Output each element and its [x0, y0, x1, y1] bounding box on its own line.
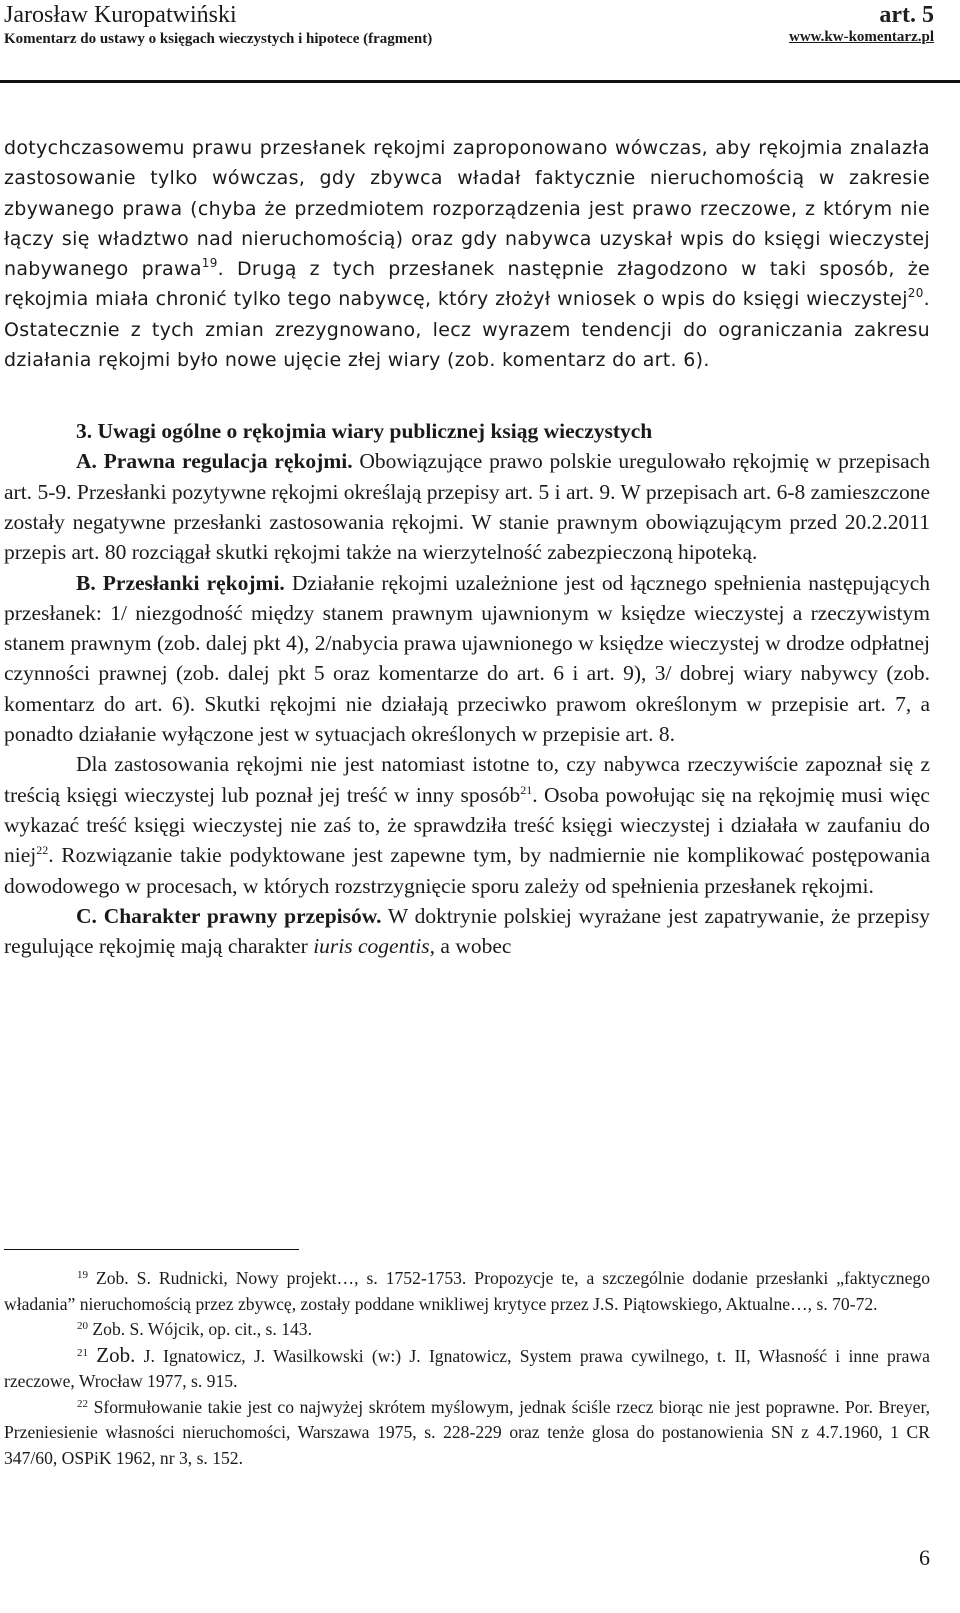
article-number: art. 5 [879, 2, 934, 28]
footnote-20 [4, 1317, 930, 1343]
footnote-text: Zob. S. Rudnicki, Nowy projekt…, s. 1752-1753. Propozycje te, a szczególnie dodanie przesłanki „faktycznego władania” nieruchomością przez zbywcę, zostały poddane wnikliwej krytyce przez J.S. Piątowskiego, Aktualne…, s. 70-72. [4, 1268, 930, 1314]
footnote-number: 19 [77, 1269, 88, 1281]
author-name: Jarosław Kuropatwiński [4, 2, 237, 28]
footnote-22 [4, 1395, 930, 1472]
main-content [4, 133, 930, 961]
document-subtitle: Komentarz do ustawy o księgach wieczystych i hipotece (fragment) [4, 31, 433, 47]
paragraph-b2-text-c: . Rozwiązanie takie podyktowane jest zapewne tym, by nadmiernie nie komplikować postępowania dowodowego w procesach, w których rozstrzygnięcie sporu zależy od spełnienia przesłanek rękojmi. [4, 843, 930, 898]
footnote-text: J. Ignatowicz, J. Wasilkowski (w:) J. Ignatowicz, System prawa cywilnego, t. II, Własność i inne prawa rzeczowe, Wrocław 1977, s. 915. [4, 1345, 930, 1391]
footnote-text: Sformułowanie takie jest co najwyżej skrótem myślowym, jednak ściśle rzecz biorąc nie jest poprawne. Por. Breyer, Przeniesienie własności nieruchomości, Warszawa 1975, s. 228-229 oraz tenże glosa do postanowienia SN z 4.7.1960, 1 CR 347/60, OSPiK 1962, nr 3, s. 152. [4, 1396, 930, 1468]
paragraph-c-lead: C. Charakter prawny przepisów. [76, 903, 382, 928]
footnote-21 [4, 1343, 930, 1395]
footnote-ref-22[interactable]: 22 [36, 843, 49, 858]
paragraph-b2-text-b: . Osoba powołując się na rękojmię musi więc wykazać treść księgi wieczystej nie zaś to, że sprawdziła treść księgi wieczystej i działała w zaufaniu do niej [4, 782, 930, 868]
paragraph-c-text-b: , a wobec [429, 934, 512, 959]
paragraph-a-lead: A. Prawna regulacja rękojmi. [76, 449, 353, 474]
paragraph-b2-text-a: Dla zastosowania rękojmi nie jest natomiast istotne to, czy nabywca rzeczywiście zapoznał się z treścią księgi wieczystej lub poznał jej treść w inny sposób [4, 752, 930, 807]
footnote-19 [4, 1266, 930, 1317]
paragraph-1-text-a: dotychczasowemu prawu przesłanek rękojmi zaproponowano wówczas, aby rękojmia znalazła zastosowanie tylko wówczas, gdy zbywca władał faktycznie nieruchomością w zakresie zbywanego prawa (chyba że przedmiotem rozporządzenia jest prawo rzeczowe, z którym nie łączy się władztwo nad nieruchomością) oraz gdy nabywca uzyskał wpis do księgi wieczystej nabywanego prawa [4, 137, 930, 281]
paragraph-b [4, 568, 930, 750]
paragraph-b2 [4, 749, 930, 900]
footnote-ref-21[interactable]: 21 [520, 782, 533, 797]
paragraph-a-text: Obowiązujące prawo polskie uregulowało rękojmię w przepisach art. 5-9. Przesłanki pozytywne rękojmi określają przepisy art. 5 i art. 9. W przepisach art. 6-8 zamieszczone zostały negatywne przesłanki zastosowania rękojmi. W stanie prawnym obowiązującym przed 20.2.2011 przepis art. 80 rozciągał skutki rękojmi także na wierzytelność zabezpieczoną hipoteką. [4, 449, 930, 565]
paragraph-a [4, 446, 930, 567]
footnote-text: Zob. S. Wójcik, op. cit., s. 143. [88, 1319, 312, 1339]
website-link[interactable]: www.kw-komentarz.pl [789, 29, 934, 45]
footnote-number: 22 [77, 1397, 88, 1410]
footnote-ref-19[interactable]: 19 [201, 256, 218, 271]
paragraph-b-lead: B. Przesłanki rękojmi. [76, 570, 285, 595]
footnote-separator [4, 1249, 299, 1250]
paragraph-c-text-a: W doktrynie polskiej wyrażane jest zapatrywanie, że przepisy regulujące rękojmię mają charakter [4, 903, 930, 959]
page-header [4, 0, 934, 86]
footnote-number: 20 [77, 1320, 88, 1332]
footnote-zob: Zob. [96, 1342, 136, 1367]
paragraph-1-text-b: . Drugą z tych przesłanek następnie złagodzono w taki sposób, że rękojmia miała chronić tylko tego nabywcę, który złożył wniosek o wpis do księgi wieczystej [4, 258, 930, 311]
paragraph-c-italic: iuris cogentis [313, 934, 430, 959]
paragraph-c [4, 901, 930, 962]
paragraph-b-text: Działanie rękojmi uzależnione jest od łącznego spełnienia następujących przesłanek: 1/ niezgodność między stanem prawnym ujawnionym w księdze wieczystej a rzeczywistym stanem prawnym (zob. dalej pkt 4), 2/nabycia prawa ujawnionego w księdze wieczystej w drodze odpłatnej czynności prawnej (zob. dalej pkt 5 oraz komentarze do art. 6 i art. 9), 3/ dobrej wiary nabywcy (zob. komentarz do art. 6). Skutki rękojmi nie działają przeciwko prawom określonym w przepisie art. 7, a ponadto działanie wyłączone jest w sytuacjach określonych w przepisie art. 8. [4, 570, 930, 747]
footnotes [4, 1266, 930, 1471]
header-rule [0, 80, 960, 83]
section-heading: 3. Uwagi ogólne o rękojmia wiary publicznej ksiąg wieczystych [76, 419, 653, 444]
paragraph-1 [4, 133, 930, 375]
footnote-ref-20[interactable]: 20 [907, 286, 924, 301]
paragraph-1-text-c: . Ostatecznie z tych zmian zrezygnowano, lecz wyrazem tendencji do ograniczania zakresu działania rękojmi było nowe ujęcie złej wiary (zob. komentarz do art. 6). [4, 288, 930, 372]
footnote-number: 21 [77, 1346, 88, 1359]
page-number: 6 [919, 1545, 930, 1570]
